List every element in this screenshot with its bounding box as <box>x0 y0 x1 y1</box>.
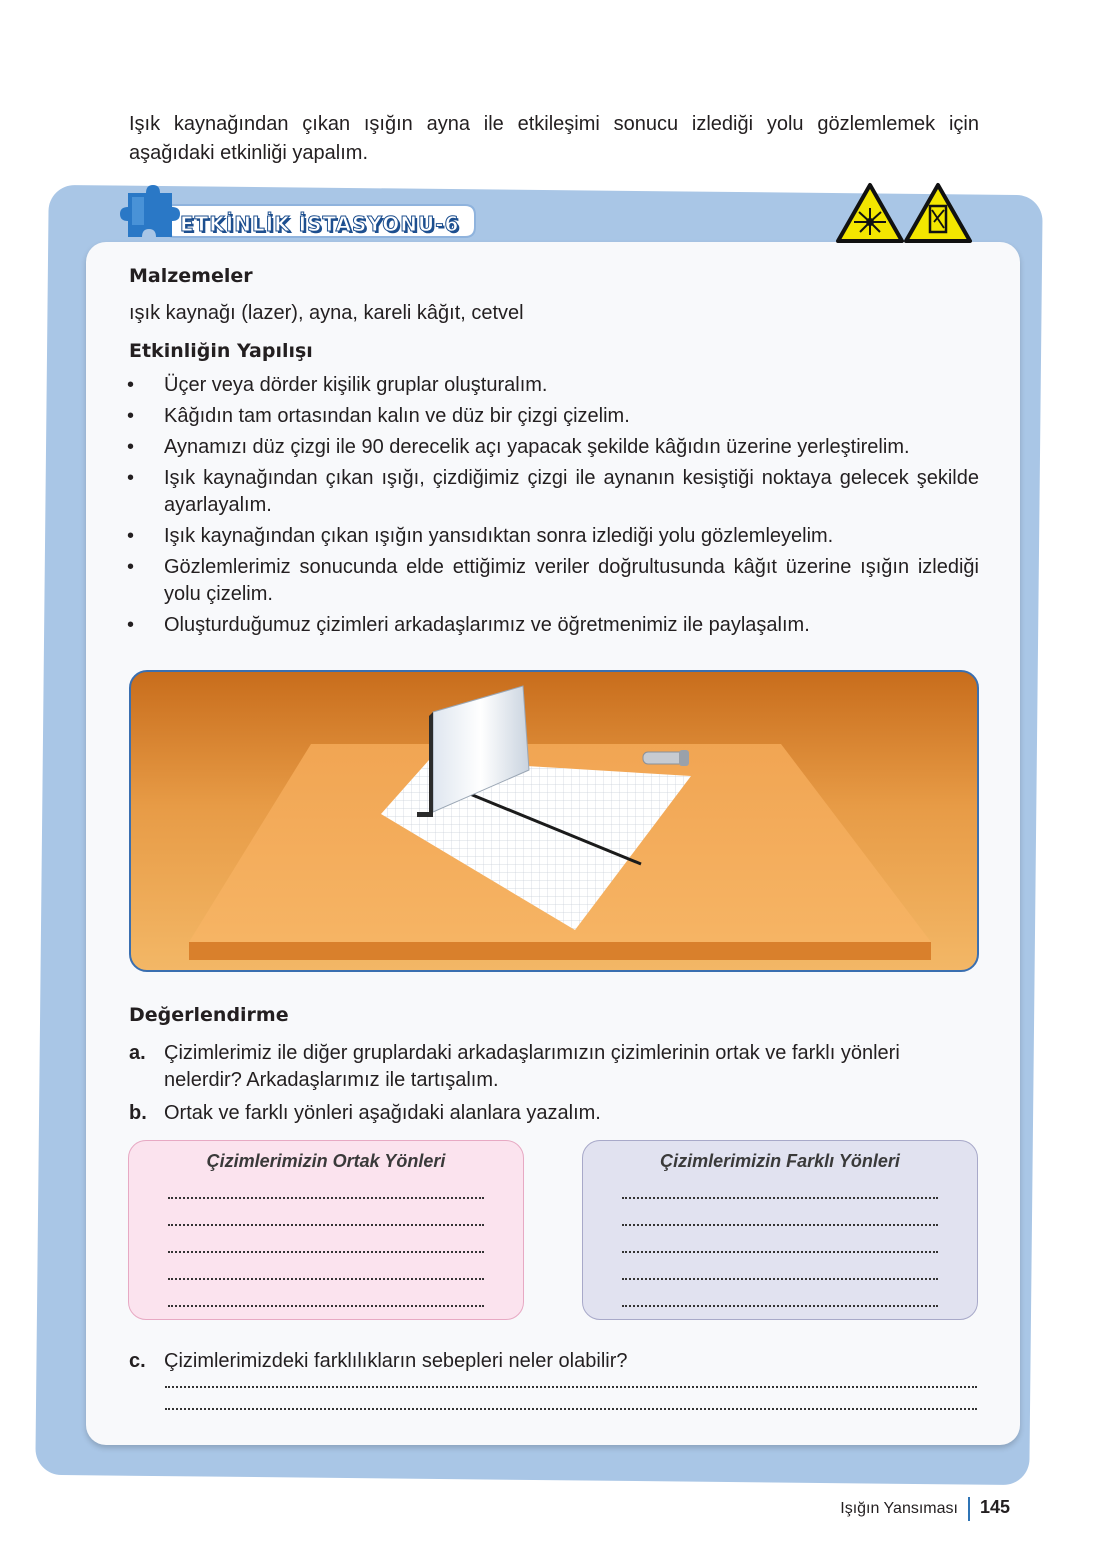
list-item: • Işık kaynağından çıkan ışığın yansıdıktan sonra izlediği yolu gözlemleyelim. <box>129 523 979 550</box>
materials-heading: Malzemeler <box>129 265 253 287</box>
laser-warning-icon <box>836 182 904 244</box>
common-aspects-box[interactable] <box>128 1140 524 1320</box>
page-footer <box>840 1497 1010 1521</box>
evaluation-heading: Değerlendirme <box>129 1004 289 1026</box>
common-aspects-title: Çizimlerimizin Ortak Yönleri <box>206 1151 446 1171</box>
different-aspects-title: Çizimlerimizin Farklı Yönleri <box>660 1151 900 1171</box>
activity-title: ETKİNLİK İSTASYONU-6 <box>180 212 460 236</box>
question-c: c. Çizimlerimizdeki farklılıkların sebepleri neler olabilir? <box>129 1350 628 1372</box>
mirror-warning-icon <box>904 182 972 244</box>
different-aspects-box[interactable] <box>582 1140 978 1320</box>
page-number: 145 <box>979 1497 1010 1518</box>
list-item: • Kâğıdın tam ortasından kalın ve düz bir çizgi çizelim. <box>129 403 979 430</box>
footer-divider <box>968 1497 970 1521</box>
answer-lines[interactable] <box>622 1172 938 1307</box>
list-item: • Üçer veya dörder kişilik gruplar oluşturalım. <box>129 372 979 399</box>
list-item: • Aynamızı düz çizgi ile 90 derecelik açı yapacak şekilde kâğıdın üzerine yerleştirelim. <box>129 434 979 461</box>
puzzle-icon <box>120 185 180 237</box>
materials-text: ışık kaynağı (lazer), ayna, kareli kâğıt, cetvel <box>129 302 524 324</box>
answer-line[interactable] <box>165 1386 977 1388</box>
laser-pointer <box>643 750 689 766</box>
chapter-title: Işığın Yansıması <box>840 1500 958 1518</box>
question-a: a. Çizimlerimiz ile diğer gruplardaki arkadaşlarımızın çizimlerinin ortak ve farklı yönleri nelerdir? Arkadaşlarımız ile tartışalım. <box>129 1042 900 1091</box>
list-item: • Gözlemlerimiz sonucunda elde ettiğimiz veriler doğrultusunda kâğıt üzerine ışığın izlediği yolu çizelim. <box>129 554 979 608</box>
evaluation-questions <box>129 1040 979 1133</box>
list-item: • Oluşturduğumuz çizimleri arkadaşlarımız ve öğretmenimiz ile paylaşalım. <box>129 612 979 639</box>
procedure-heading: Etkinliğin Yapılışı <box>129 340 313 362</box>
question-b: b. Ortak ve farklı yönleri aşağıdaki alanlara yazalım. <box>129 1102 601 1124</box>
answer-lines[interactable] <box>168 1172 484 1307</box>
intro-paragraph: Işık kaynağından çıkan ışığın ayna ile etkileşimi sonucu izlediği yolu gözlemlemek için aşağıdaki etkinliği yapalım. <box>129 113 979 164</box>
procedure-steps <box>129 372 979 643</box>
experiment-illustration <box>129 670 979 972</box>
list-item: • Işık kaynağından çıkan ışığı, çizdiğimiz çizgi ile aynanın kesiştiği noktaya gelecek şekilde ayarlayalım. <box>129 465 979 519</box>
answer-line[interactable] <box>165 1408 977 1410</box>
